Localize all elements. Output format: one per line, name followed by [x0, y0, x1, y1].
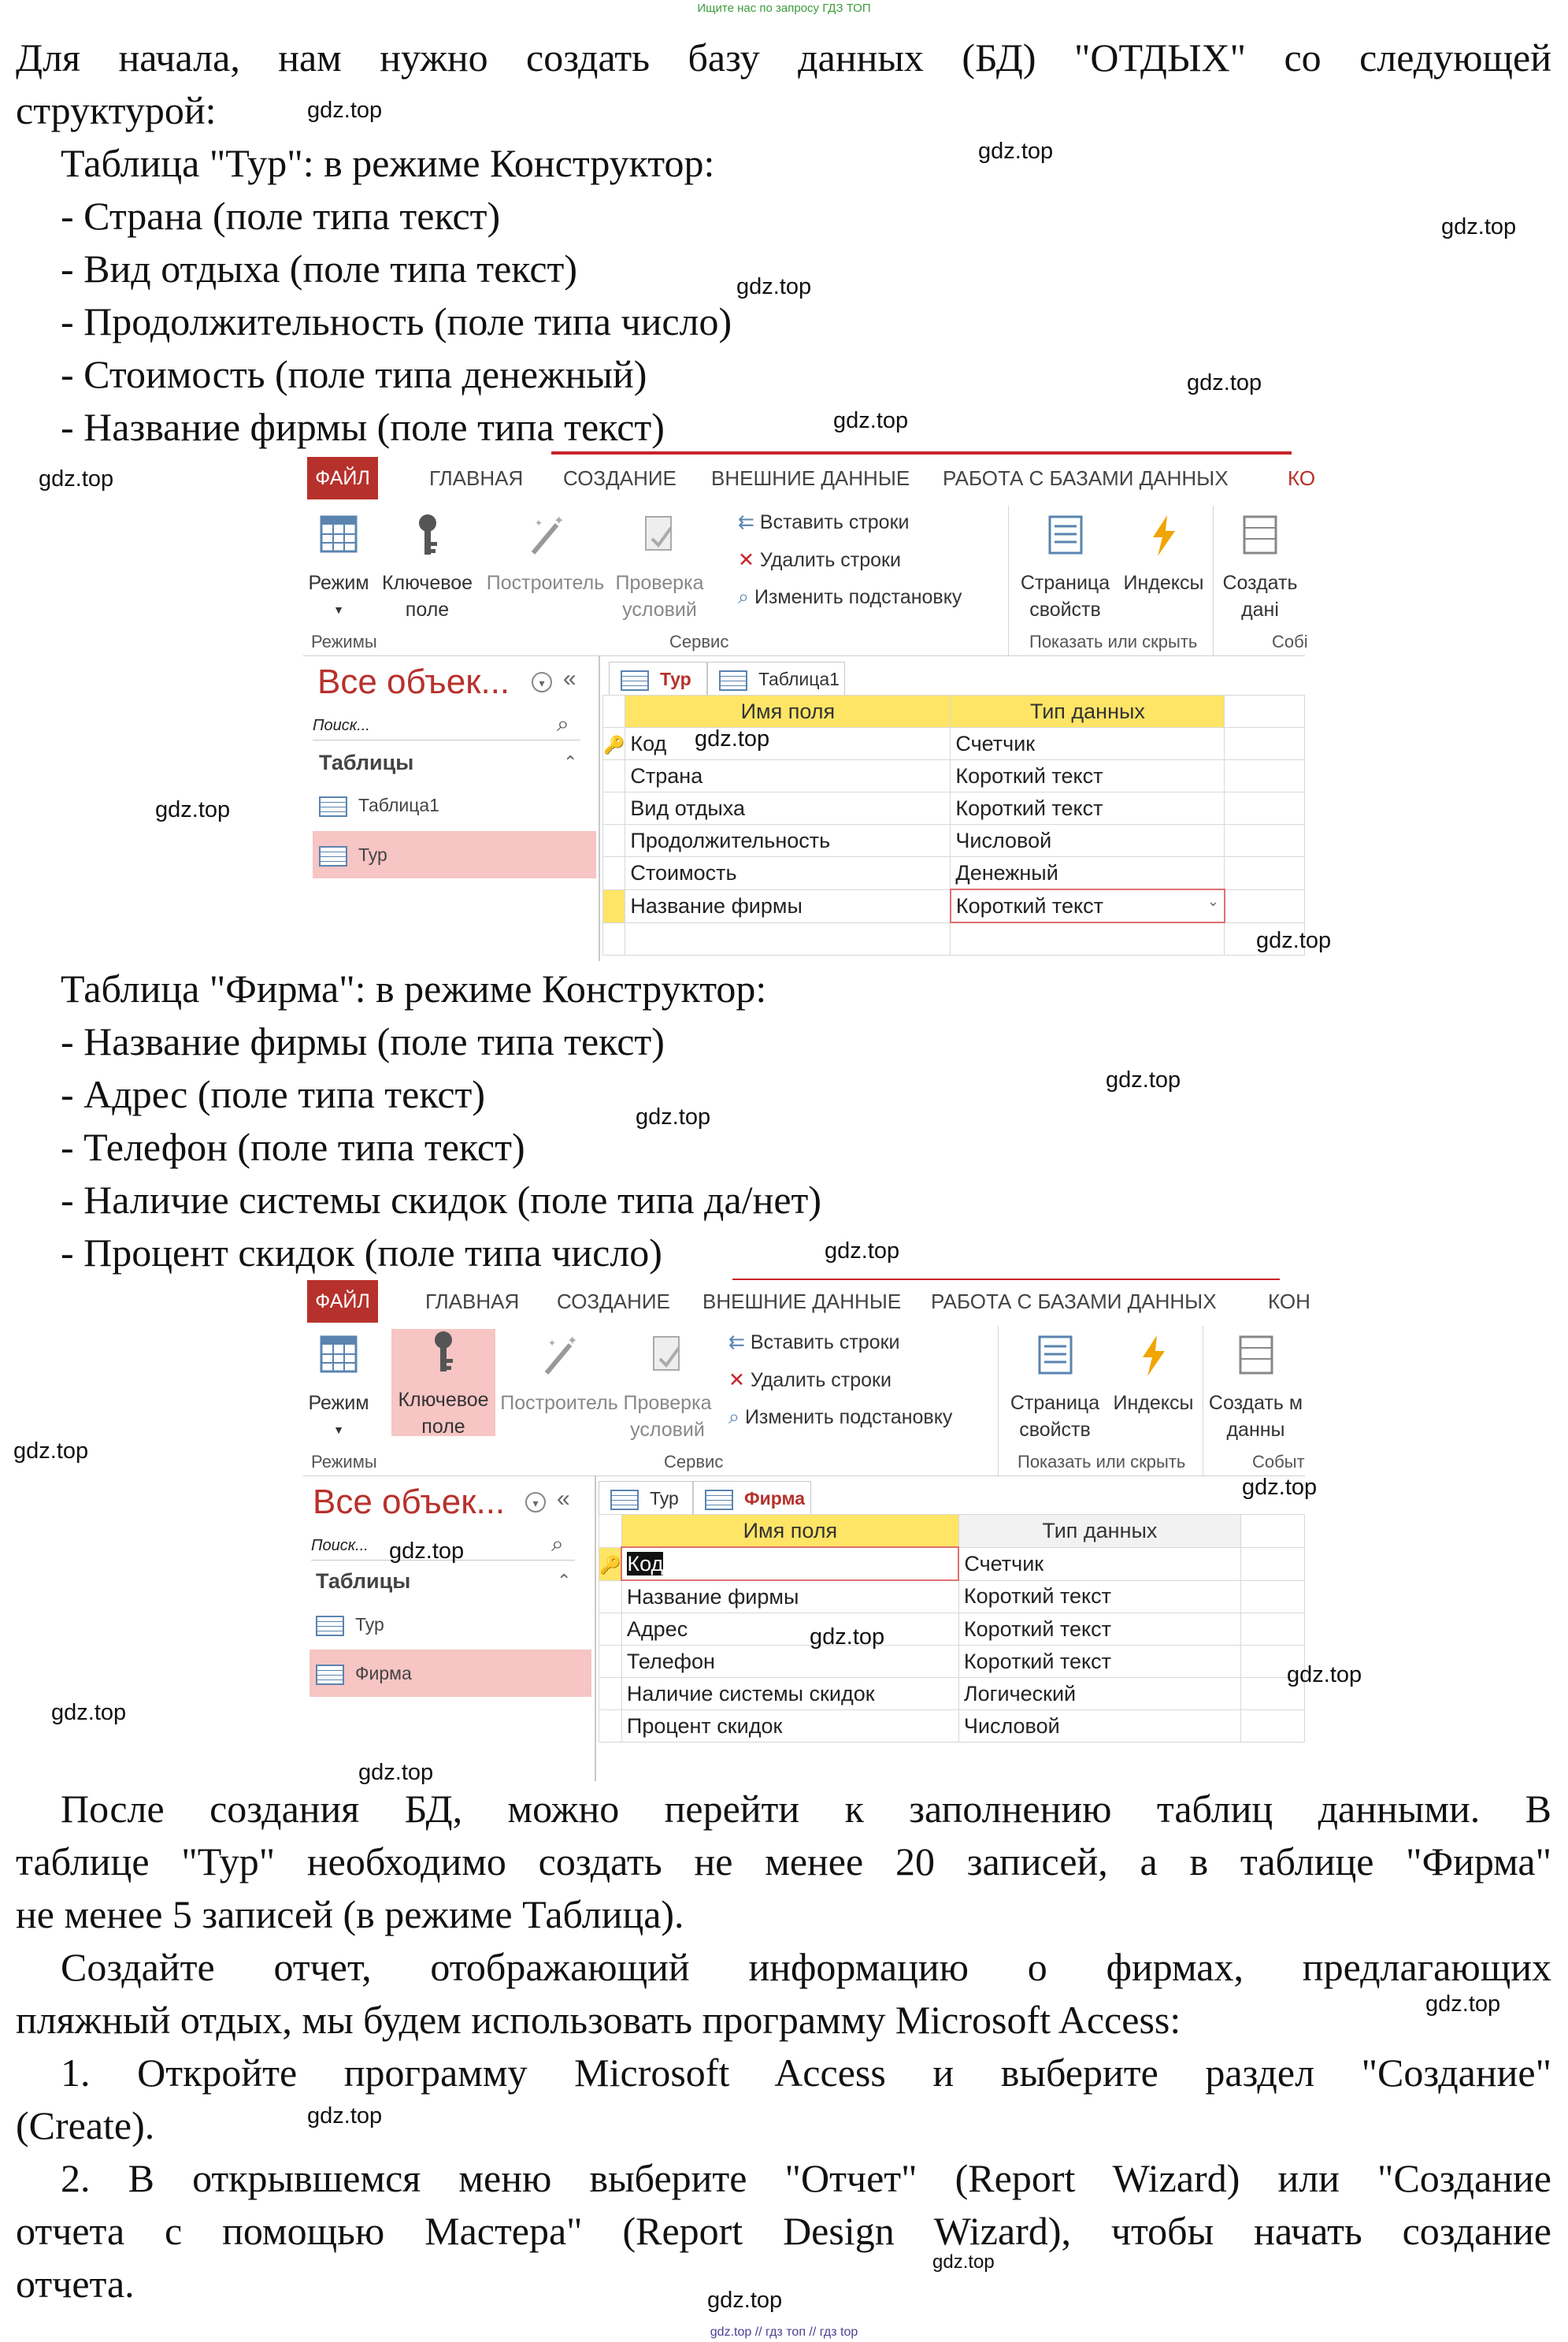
after-p2-line-2: пляжный отдых, мы будем использовать программу Microsoft Access:: [16, 1998, 1181, 2042]
watermark: gdz.top: [155, 797, 231, 822]
watermark: gdz.top: [978, 139, 1054, 164]
watermark: gdz.top: [358, 1760, 434, 1785]
chevron-up-icon[interactable]: ⌃: [563, 752, 578, 772]
watermark: gdz.top: [825, 1238, 900, 1264]
collapse-pane-icon[interactable]: «: [563, 666, 576, 692]
data-type-cell[interactable]: Счетчик: [951, 728, 1225, 760]
doc-tab-firm[interactable]: [693, 1481, 811, 1514]
field-name-cell[interactable]: Название фирмы: [621, 1580, 958, 1613]
grid-header-row: [599, 1515, 1305, 1548]
field-name-cell[interactable]: Страна: [625, 760, 951, 792]
insert-rows-label: Вставить строки: [750, 1331, 900, 1353]
nav-search-placeholder: Поиск...: [311, 1537, 369, 1554]
table-icon: [610, 1490, 639, 1510]
watermark: gdz.top: [1441, 214, 1517, 239]
view-mode-label: Режим: [308, 1392, 369, 1414]
table2-heading: Таблица "Фирма": в режиме Конструктор:: [61, 967, 767, 1011]
watermark: gdz.top: [51, 1700, 127, 1725]
data-macro-icon: [1240, 512, 1281, 559]
row-selector[interactable]: [599, 1580, 622, 1613]
primary-key-label: Ключевое: [381, 572, 473, 594]
nav-item-label: Фирма: [355, 1663, 412, 1683]
column-header-description: [1225, 696, 1305, 728]
field-name-cell[interactable]: Название фирмы: [625, 889, 951, 922]
description-cell[interactable]: [1225, 760, 1305, 792]
field-name-cell[interactable]: [625, 922, 951, 956]
tab-home[interactable]: ГЛАВНАЯ: [425, 1290, 520, 1313]
after-p1-line-3: не менее 5 записей (в режиме Таблица).: [16, 1892, 684, 1936]
property-sheet-icon: [1045, 512, 1086, 559]
table-icon: [621, 670, 649, 691]
indexes-button[interactable]: [1108, 1332, 1199, 1416]
nav-group-tables[interactable]: Таблицы: [319, 751, 414, 774]
chevron-down-icon: ▼: [333, 1423, 344, 1436]
intro-line-2: структурой:: [16, 88, 217, 132]
watermark: gdz.top: [810, 1624, 885, 1650]
primary-key-button[interactable]: [391, 1329, 495, 1436]
ribbon-tab-bar: [303, 457, 1316, 499]
table-row[interactable]: [599, 1710, 1305, 1743]
table1-field: - Название фирмы (поле типа текст): [61, 405, 665, 449]
design-grid: [599, 1514, 1305, 1743]
footer-note: gdz.top // гдз топ // гдз top: [710, 2325, 858, 2339]
nav-item-tour[interactable]: [316, 1605, 580, 1643]
tab-home[interactable]: ГЛАВНАЯ: [429, 466, 524, 490]
modify-lookups-label: Изменить подстановку: [754, 586, 962, 608]
doc-tab-label: Тур: [660, 669, 691, 689]
row-selector[interactable]: [599, 1646, 622, 1678]
group-label-modes: Режимы: [311, 632, 377, 651]
watermark: gdz.top: [736, 274, 812, 299]
group-label-events: Собі: [1272, 632, 1308, 651]
tab-database-tools[interactable]: РАБОТА С БАЗАМИ ДАННЫХ: [943, 466, 1229, 490]
check-rules-icon: [639, 512, 680, 559]
create-data-macros-button[interactable]: [1207, 1332, 1305, 1443]
group-separator: [998, 1326, 999, 1475]
table1-field: - Стоимость (поле типа денежный): [61, 352, 647, 396]
field-name-cell[interactable]: Вид отдыха: [625, 792, 951, 825]
table1-field: - Вид отдыха (поле типа текст): [61, 247, 578, 291]
chevron-down-icon[interactable]: ⌄: [1207, 893, 1219, 909]
create-data-macros-label: Создать: [1222, 572, 1298, 594]
group-label-show-hide: Показать или скрыть: [1018, 1452, 1186, 1472]
group-separator: [1213, 506, 1214, 655]
access-window-2: [303, 1280, 1310, 1781]
modify-lookups-icon: ⌕: [738, 586, 754, 608]
tab-external-data[interactable]: ВНЕШНИЕ ДАННЫЕ: [702, 1290, 902, 1313]
watermark: gdz.top: [307, 98, 383, 123]
magic-wand-icon: [539, 1332, 580, 1379]
field-name-cell[interactable]: Продолжительность: [625, 825, 951, 857]
lightning-icon: [1133, 1332, 1174, 1379]
table-row[interactable]: [603, 857, 1305, 890]
svg-text:✦: ✦: [548, 1338, 557, 1349]
description-cell[interactable]: [1225, 792, 1305, 825]
doc-tab-label: Тур: [650, 1488, 679, 1509]
primary-key-label-2: поле: [421, 1416, 465, 1438]
row-selector: [599, 1515, 622, 1548]
nav-item-label: Тур: [358, 844, 387, 865]
watermark: gdz.top: [389, 1538, 465, 1564]
property-sheet-label-2: свойств: [1029, 599, 1101, 621]
description-cell[interactable]: [1240, 1580, 1304, 1613]
table-row[interactable]: [599, 1613, 1305, 1646]
collapse-pane-icon[interactable]: «: [557, 1486, 570, 1512]
row-selector[interactable]: [603, 760, 625, 792]
table-icon: [319, 796, 347, 817]
data-type-cell[interactable]: Логический: [958, 1678, 1240, 1710]
data-type-cell[interactable]: Короткий текст: [958, 1613, 1240, 1646]
doc-tab-tour[interactable]: [599, 1481, 693, 1514]
nav-pane-title[interactable]: Все объек...: [317, 663, 510, 701]
property-sheet-button[interactable]: [1002, 1332, 1108, 1443]
description-cell[interactable]: [1225, 728, 1305, 760]
indexes-label: Индексы: [1113, 1392, 1194, 1414]
after-p3-line-2: (Create).: [16, 2103, 155, 2147]
watermark: gdz.top: [707, 2288, 783, 2313]
data-type-cell[interactable]: Счетчик: [958, 1547, 1240, 1580]
tab-file[interactable]: ФАЙЛ: [307, 1280, 378, 1323]
key-icon: [423, 1329, 464, 1376]
create-data-macros-label: Создать м: [1208, 1392, 1303, 1414]
table-row[interactable]: [603, 760, 1305, 792]
delete-rows-label: Удалить строки: [759, 549, 901, 571]
grid-header-row: [603, 696, 1305, 728]
nav-search-placeholder: Поиск...: [313, 717, 370, 734]
data-type-cell[interactable]: Короткий текст: [951, 792, 1225, 825]
builder-button[interactable]: [480, 512, 610, 596]
after-p4-line-2: отчета с помощью Мастера" (Report Design Wizard), чтобы начать создание: [16, 2209, 1551, 2253]
svg-text:✦: ✦: [534, 518, 543, 529]
primary-key-label-2: поле: [405, 599, 450, 621]
primary-key-label: Ключевое: [398, 1389, 489, 1411]
row-selector[interactable]: [603, 825, 625, 857]
indexes-label: Индексы: [1123, 572, 1204, 594]
description-cell[interactable]: [1240, 1710, 1304, 1743]
table-icon: [705, 1490, 733, 1510]
table-row[interactable]: [599, 1646, 1305, 1678]
data-type-cell[interactable]: Короткий текст: [958, 1646, 1240, 1678]
after-p1-line-1: После создания БД, можно перейти к заполнению таблиц данными. В: [61, 1787, 1551, 1831]
delete-rows-icon: ✕: [728, 1369, 751, 1391]
data-type-cell[interactable]: Числовой: [951, 825, 1225, 857]
table-icon: [319, 846, 347, 867]
table2-field: - Название фирмы (поле типа текст): [61, 1019, 665, 1063]
nav-item-table1[interactable]: [319, 786, 583, 824]
group-separator: [1008, 506, 1009, 655]
tab-design[interactable]: КО: [1288, 466, 1316, 490]
watermark: gdz.top: [636, 1104, 711, 1130]
row-selector: [603, 696, 625, 728]
table-icon: [316, 1616, 344, 1636]
tab-create[interactable]: СОЗДАНИЕ: [557, 1290, 670, 1313]
group-label-show-hide: Показать или скрыть: [1029, 632, 1198, 651]
test-rules-button[interactable]: [610, 512, 709, 623]
row-selector[interactable]: [603, 889, 625, 922]
field-name-cell[interactable]: Процент скидок: [621, 1710, 958, 1743]
insert-rows-label: Вставить строки: [759, 511, 910, 533]
data-macro-icon: [1236, 1332, 1277, 1379]
nav-item-tour[interactable]: [313, 831, 596, 878]
property-sheet-icon: [1035, 1332, 1076, 1379]
doc-tab-tour[interactable]: [609, 662, 707, 695]
table-row[interactable]: [603, 889, 1305, 922]
test-rules-label-2: условий: [622, 599, 697, 621]
delete-rows-button[interactable]: [738, 548, 901, 572]
builder-label: Построитель: [500, 1392, 618, 1414]
table1-field: - Продолжительность (поле типа число): [61, 299, 732, 343]
table-view-icon: [318, 1332, 359, 1379]
doc-tab-table1[interactable]: [707, 662, 845, 695]
group-label-events: Событ: [1252, 1452, 1305, 1472]
svg-text:✦: ✦: [553, 514, 564, 528]
after-p3-line-1: 1. Откройте программу Microsoft Access и выберите раздел "Создание": [61, 2051, 1551, 2095]
access-window-1: [303, 457, 1316, 961]
data-type-cell[interactable]: Короткий текст: [958, 1580, 1240, 1613]
modify-lookups-button[interactable]: [728, 1406, 952, 1429]
key-icon: 🔑: [599, 1547, 622, 1580]
tab-create[interactable]: СОЗДАНИЕ: [563, 466, 677, 490]
nav-search-input[interactable]: [313, 711, 580, 740]
data-type-cell[interactable]: Короткий текст: [951, 760, 1225, 792]
view-mode-button[interactable]: [307, 1332, 370, 1443]
after-p4-line-3: отчета.: [16, 2262, 135, 2306]
description-cell[interactable]: [1225, 825, 1305, 857]
after-p1-line-2: таблице "Тур" необходимо создать не менее 20 записей, а в таблице "Фирма": [16, 1839, 1551, 1884]
table-row[interactable]: [603, 792, 1305, 825]
watermark: gdz.top: [1425, 1991, 1501, 2017]
table2-field: - Процент скидок (поле типа число): [61, 1230, 662, 1275]
test-rules-label: Проверка: [623, 1392, 712, 1414]
key-icon: 🔑: [603, 728, 625, 760]
table1-field: - Страна (поле типа текст): [61, 194, 501, 238]
nav-filter-icon[interactable]: ▾: [532, 672, 552, 692]
column-header-data-type: Тип данных: [958, 1515, 1240, 1548]
primary-key-button[interactable]: [378, 512, 476, 623]
table1-heading: Таблица "Тур": в режиме Конструктор:: [61, 141, 715, 185]
test-rules-button[interactable]: [618, 1332, 717, 1443]
view-mode-button[interactable]: [307, 512, 370, 623]
table-row[interactable]: [603, 825, 1305, 857]
magic-wand-icon: [525, 512, 566, 559]
modify-lookups-button[interactable]: [738, 586, 962, 609]
nav-group-tables[interactable]: Таблицы: [316, 1569, 411, 1593]
watermark: gdz.top: [1187, 370, 1262, 395]
table-row[interactable]: [599, 1580, 1305, 1613]
intro-line-1: Для начала, нам нужно создать базу данных (БД) "ОТДЫХ" со следующей: [16, 35, 1551, 80]
group-label-modes: Режимы: [311, 1452, 377, 1472]
watermark: gdz.top: [695, 726, 770, 752]
builder-label: Построитель: [486, 572, 605, 594]
create-data-macros-button[interactable]: [1217, 512, 1303, 623]
data-type-dropdown[interactable]: [951, 889, 1225, 922]
doc-tab-label: Таблица1: [758, 669, 840, 689]
nav-item-label: Таблица1: [358, 795, 439, 815]
tab-database-tools[interactable]: РАБОТА С БАЗАМИ ДАННЫХ: [931, 1290, 1217, 1313]
description-cell[interactable]: [1240, 1547, 1304, 1580]
nav-item-firm[interactable]: [310, 1650, 591, 1697]
watermark: gdz.top: [1242, 1475, 1318, 1500]
row-selector[interactable]: [599, 1613, 622, 1646]
after-p4-line-1: 2. В открывшемся меню выберите "Отчет" (Report Wizard) или "Создание: [61, 2156, 1551, 2200]
table-row[interactable]: [599, 1678, 1305, 1710]
test-rules-label-2: условий: [630, 1419, 705, 1441]
field-name-cell[interactable]: [621, 1547, 958, 1580]
property-sheet-label: Страница: [1010, 1392, 1100, 1414]
table2-field: - Адрес (поле типа текст): [61, 1072, 486, 1116]
data-type-cell[interactable]: Числовой: [958, 1710, 1240, 1743]
key-icon: [407, 512, 448, 559]
delete-rows-button[interactable]: [728, 1368, 891, 1392]
table-row[interactable]: [603, 922, 1305, 956]
watermark: gdz.top: [1106, 1067, 1181, 1093]
watermark: gdz.top: [13, 1438, 89, 1464]
column-header-description: [1240, 1515, 1304, 1548]
lightning-icon: [1144, 512, 1184, 559]
header-note: Ищите нас по запросу ГДЗ ТОП: [697, 2, 871, 15]
table-icon: [719, 670, 747, 691]
delete-rows-icon: ✕: [738, 549, 760, 571]
field-name-cell[interactable]: Телефон: [621, 1646, 958, 1678]
description-cell[interactable]: [1225, 889, 1305, 922]
tab-external-data[interactable]: ВНЕШНИЕ ДАННЫЕ: [711, 466, 910, 490]
insert-rows-button[interactable]: [728, 1331, 899, 1354]
data-type-value: Короткий текст: [955, 893, 1103, 918]
row-selector[interactable]: [599, 1678, 622, 1710]
table-view-icon: [318, 512, 359, 559]
row-selector[interactable]: [599, 1710, 622, 1743]
column-header-field-name: Имя поля: [621, 1515, 958, 1548]
insert-rows-icon: ⇇: [728, 1331, 751, 1353]
delete-rows-label: Удалить строки: [750, 1369, 891, 1391]
data-type-cell[interactable]: [951, 922, 1225, 956]
chevron-down-icon: ▼: [333, 603, 344, 616]
tab-file[interactable]: ФАЙЛ: [307, 457, 378, 499]
row-selector[interactable]: [603, 922, 625, 956]
table-icon: [316, 1665, 344, 1685]
description-cell[interactable]: [1225, 857, 1305, 890]
navigation-pane: [303, 1476, 596, 1781]
search-icon[interactable]: ⌕: [551, 1531, 564, 1556]
table2-field: - Телефон (поле типа текст): [61, 1125, 525, 1169]
nav-item-label: Тур: [355, 1614, 384, 1635]
group-label-service: Сервис: [664, 1452, 724, 1472]
property-sheet-label-2: свойств: [1019, 1419, 1091, 1441]
nav-filter-icon[interactable]: ▾: [525, 1492, 546, 1512]
create-data-macros-label-2: дані: [1241, 599, 1279, 621]
modify-lookups-label: Изменить подстановку: [744, 1406, 953, 1428]
tab-design[interactable]: КОН: [1268, 1290, 1310, 1313]
property-sheet-label: Страница: [1020, 572, 1110, 594]
column-header-field-name: Имя поля: [625, 696, 951, 728]
field-name-selected: Код: [627, 1551, 664, 1576]
chevron-up-icon[interactable]: ⌃: [557, 1571, 572, 1590]
field-name-cell[interactable]: Наличие системы скидок: [621, 1678, 958, 1710]
table2-field: - Наличие системы скидок (поле типа да/нет): [61, 1178, 822, 1222]
watermark: gdz.top: [307, 2103, 383, 2129]
ribbon-tab-bar: [303, 1280, 1310, 1323]
column-header-data-type: Тип данных: [951, 696, 1225, 728]
insert-rows-icon: ⇇: [738, 511, 760, 533]
ribbon-accent-line: [551, 451, 1292, 455]
nav-pane-title[interactable]: Все объек...: [313, 1483, 506, 1521]
navigation-pane: [303, 656, 600, 961]
insert-rows-button[interactable]: [738, 510, 909, 534]
group-label-service: Сервис: [669, 632, 729, 651]
watermark: gdz.top: [932, 2251, 995, 2273]
watermark: gdz.top: [1256, 928, 1332, 953]
data-type-cell[interactable]: Денежный: [951, 857, 1225, 890]
description-cell[interactable]: [1240, 1613, 1304, 1646]
test-rules-label: Проверка: [615, 572, 704, 594]
modify-lookups-icon: ⌕: [728, 1406, 745, 1428]
watermark: gdz.top: [39, 466, 114, 492]
doc-tab-label: Фирма: [744, 1488, 806, 1509]
check-rules-icon: [647, 1332, 688, 1379]
row-selector[interactable]: [603, 857, 625, 890]
field-name-cell[interactable]: Стоимость: [625, 857, 951, 890]
after-p2-line-1: Создайте отчет, отображающий информацию о фирмах, предлагающих: [61, 1945, 1551, 1989]
svg-text:✦: ✦: [567, 1334, 578, 1348]
field-name-cell[interactable]: Код: [625, 728, 951, 760]
indexes-button[interactable]: [1118, 512, 1209, 596]
watermark: gdz.top: [1287, 1662, 1362, 1687]
property-sheet-button[interactable]: [1012, 512, 1118, 623]
view-mode-label: Режим: [308, 572, 369, 594]
table-row[interactable]: [599, 1547, 1305, 1580]
builder-button[interactable]: [496, 1332, 622, 1416]
field-name-cell[interactable]: Адрес: [621, 1613, 958, 1646]
create-data-macros-label-2: данны: [1226, 1419, 1285, 1441]
row-selector[interactable]: [603, 792, 625, 825]
watermark: gdz.top: [833, 408, 909, 433]
search-icon[interactable]: ⌕: [557, 711, 569, 736]
